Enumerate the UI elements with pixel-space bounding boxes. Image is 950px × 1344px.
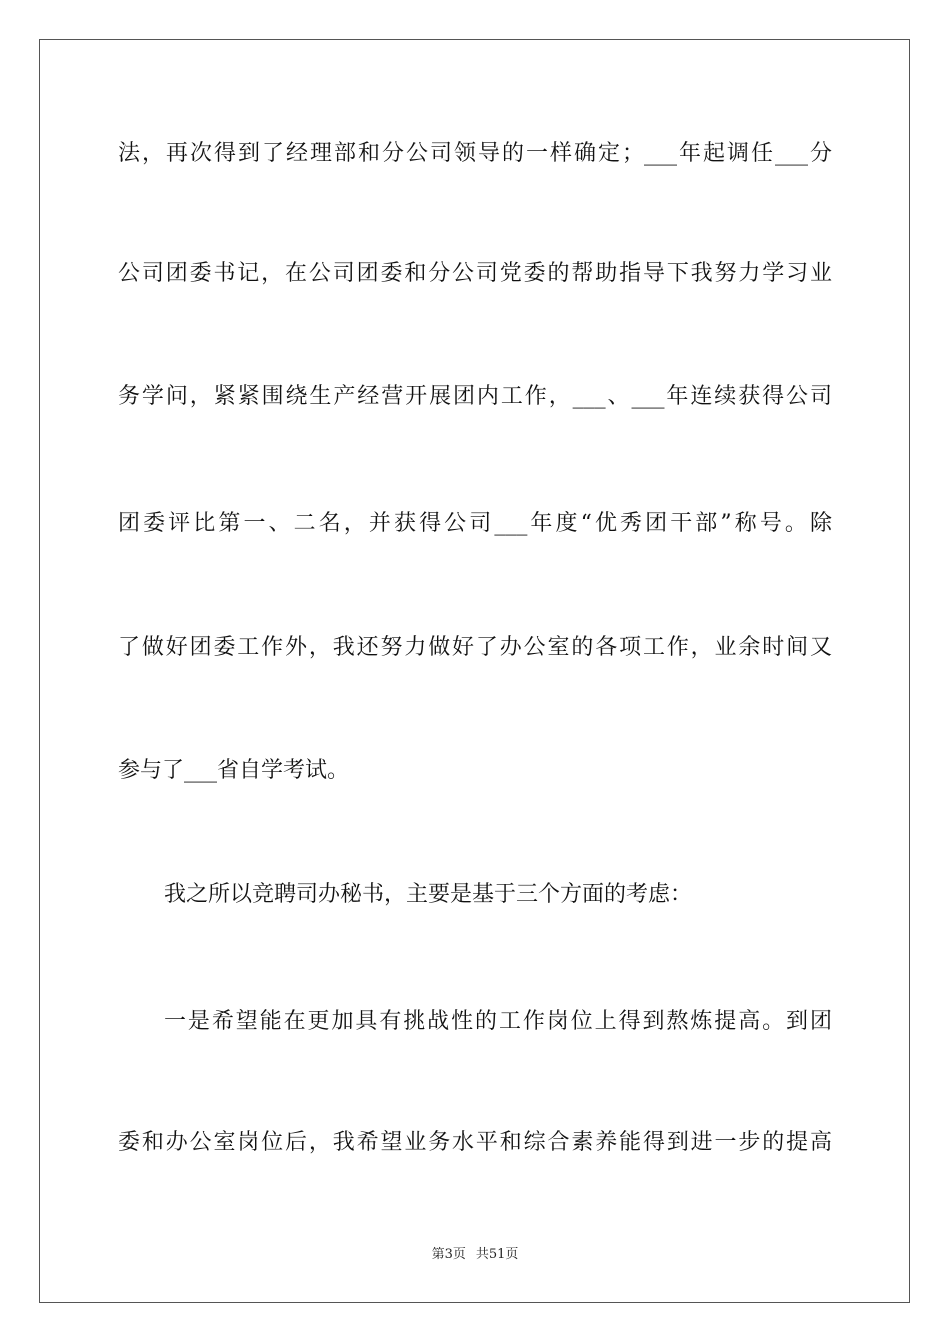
body-text-line-5: 了做好团委工作外，我还努力做好了办公室的各项工作，业余时间又 bbox=[118, 635, 832, 660]
body-text-line-8: 一是希望能在更加具有挑战性的工作岗位上得到熬炼提高。到团 bbox=[164, 1009, 832, 1034]
page-number-current: 第3页 bbox=[431, 1247, 466, 1262]
page-number-total: 共51页 bbox=[475, 1247, 519, 1262]
body-text-line-6: 参与了___省自学考试。 bbox=[118, 758, 350, 783]
body-text-line-7: 我之所以竞聘司办秘书，主要是基于三个方面的考虑： bbox=[164, 882, 693, 907]
body-text-line-2: 公司团委书记，在公司团委和分公司党委的帮助指导下我努力学习业 bbox=[118, 261, 832, 286]
body-text-line-3: 务学问，紧紧围绕生产经营开展团内工作，___、___年连续获得公司 bbox=[118, 384, 832, 409]
body-text-line-1: 法，再次得到了经理部和分公司领导的一样确定；___年起调任___分 bbox=[118, 141, 832, 166]
page-footer bbox=[0, 1246, 950, 1264]
body-text-line-9: 委和办公室岗位后，我希望业务水平和综合素养能得到进一步的提高 bbox=[118, 1130, 832, 1155]
page-border bbox=[39, 39, 910, 1303]
body-text-line-4: 团委评比第一、二名，并获得公司___年度“优秀团干部”称号。除 bbox=[118, 511, 832, 536]
